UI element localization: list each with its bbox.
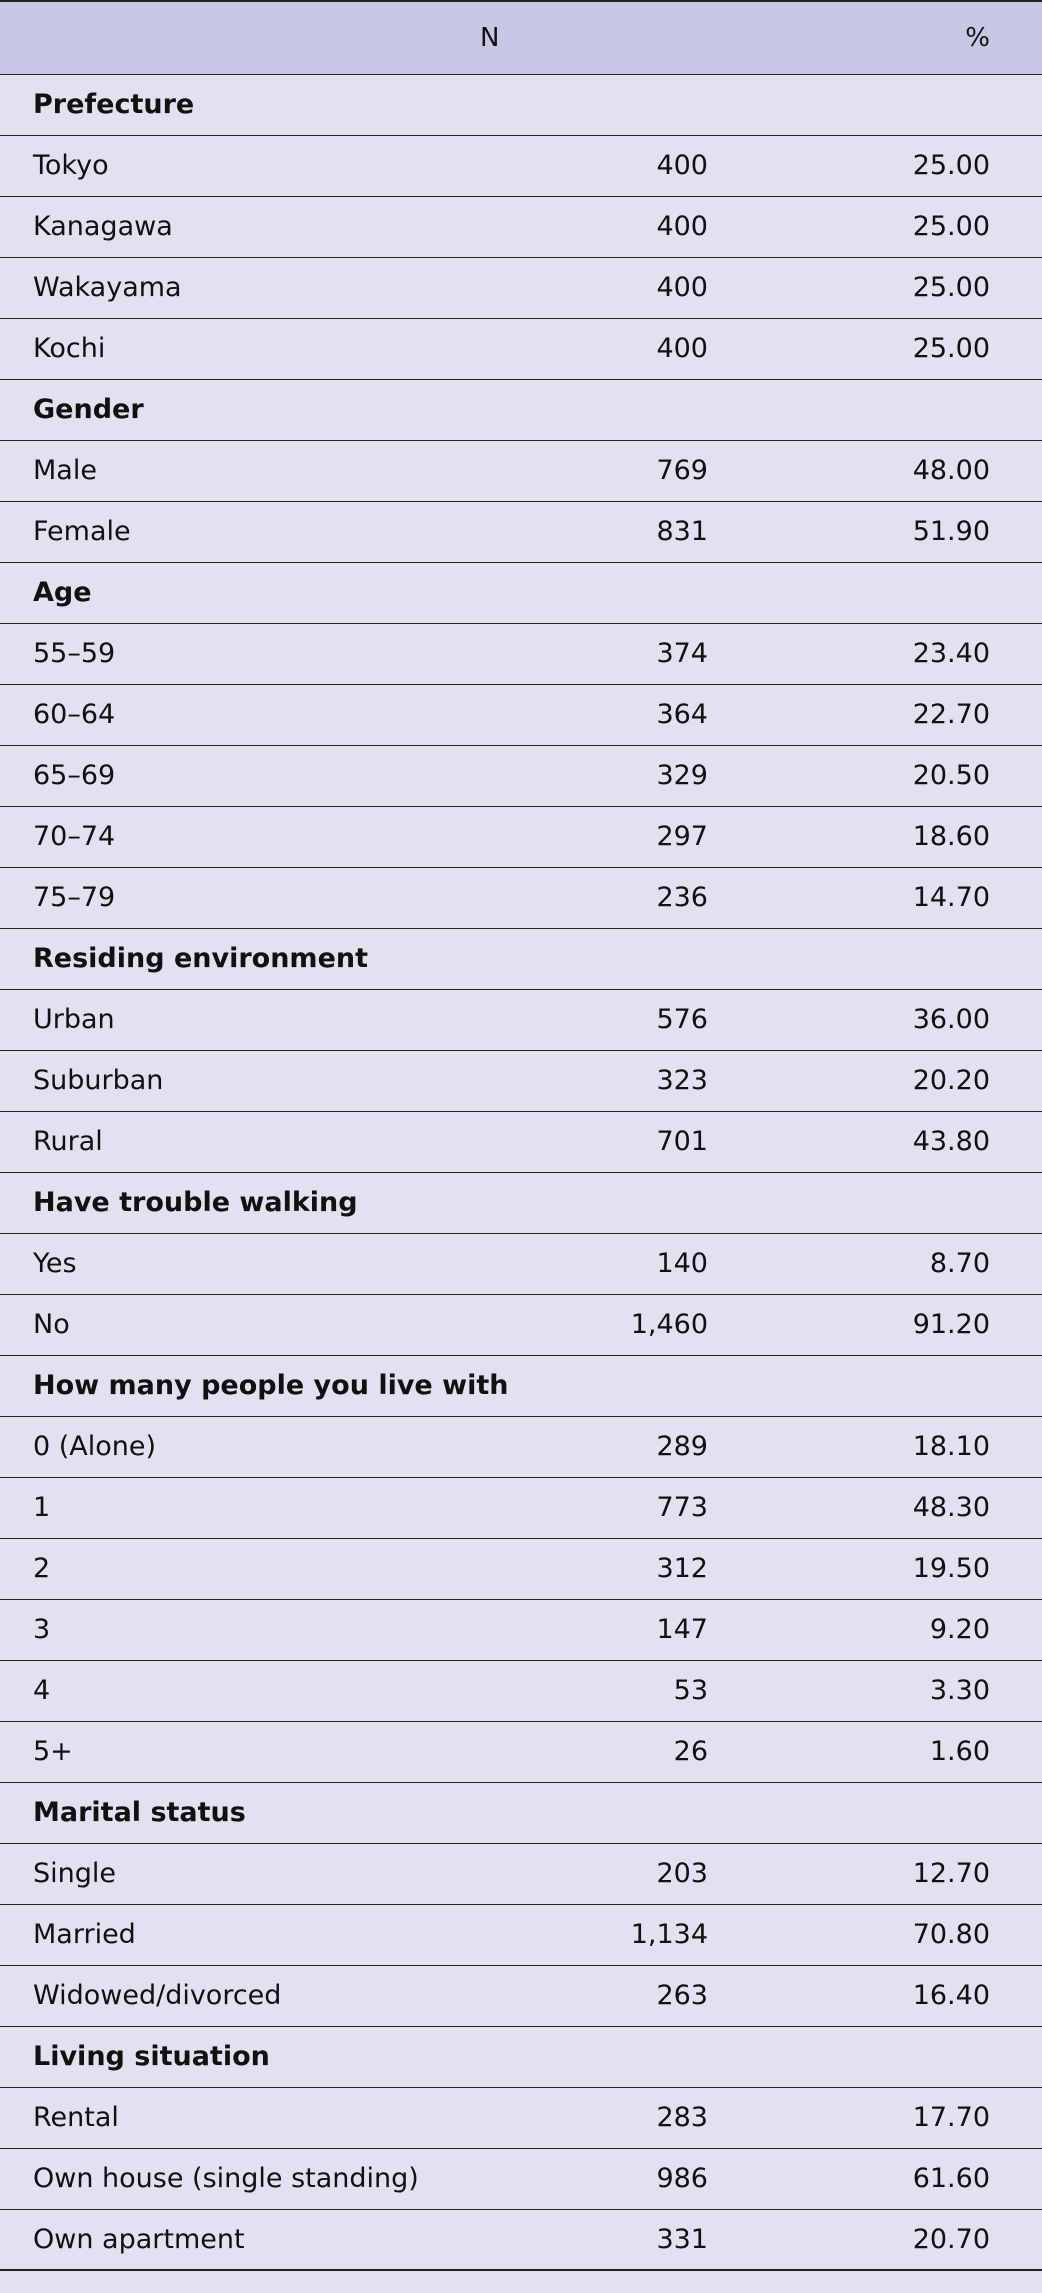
row-label: 70–74 [0,806,480,867]
table-row [0,257,1042,318]
row-pct-value: 17.70 [708,2087,1042,2148]
row-label: Own house (single standing) [0,2148,480,2209]
row-n-value: 329 [480,745,708,806]
table-row [0,684,1042,745]
section-title: Marital status [0,1782,480,1843]
row-pct-value: 18.10 [708,1416,1042,1477]
section-empty-cell [480,74,708,135]
row-n-value: 53 [480,1660,708,1721]
section-empty-cell [708,1355,1042,1416]
table-row [0,989,1042,1050]
row-n-value: 701 [480,1111,708,1172]
row-n-value: 263 [480,1965,708,2026]
row-label: Rental [0,2087,480,2148]
row-n-value: 986 [480,2148,708,2209]
row-label: Married [0,1904,480,1965]
row-label: 1 [0,1477,480,1538]
row-pct-value: 22.70 [708,684,1042,745]
table-header-row [0,1,1042,74]
row-n-value: 400 [480,257,708,318]
row-label: Kanagawa [0,196,480,257]
row-label: Male [0,440,480,501]
row-label: Kochi [0,318,480,379]
row-n-value: 1,134 [480,1904,708,1965]
row-pct-value: 25.00 [708,318,1042,379]
row-n-value: 331 [480,2209,708,2270]
table-row [0,806,1042,867]
section-header-row [0,562,1042,623]
section-title: Have trouble walking [0,1172,480,1233]
row-pct-value: 48.00 [708,440,1042,501]
row-pct-value: 18.60 [708,806,1042,867]
row-label: Rural [0,1111,480,1172]
table-row [0,501,1042,562]
row-pct-value: 16.40 [708,1965,1042,2026]
row-label: 65–69 [0,745,480,806]
section-empty-cell [480,1782,708,1843]
row-label: Wakayama [0,257,480,318]
section-title: Residing environment [0,928,480,989]
row-label: Tokyo [0,135,480,196]
row-n-value: 147 [480,1599,708,1660]
section-header-row [0,379,1042,440]
row-pct-value: 61.60 [708,2148,1042,2209]
section-empty-cell [708,74,1042,135]
section-header-row [0,1172,1042,1233]
section-title: How many people you live with [0,1355,480,1416]
table-row [0,1660,1042,1721]
row-label: 75–79 [0,867,480,928]
row-label: 4 [0,1660,480,1721]
row-n-value: 1,460 [480,1294,708,1355]
row-n-value: 400 [480,135,708,196]
section-header-row [0,1355,1042,1416]
row-n-value: 297 [480,806,708,867]
row-label: 55–59 [0,623,480,684]
table-row [0,1538,1042,1599]
row-pct-value: 14.70 [708,867,1042,928]
section-empty-cell [708,928,1042,989]
section-empty-cell [480,2026,708,2087]
row-n-value: 773 [480,1477,708,1538]
row-n-value: 312 [480,1538,708,1599]
row-pct-value: 8.70 [708,1233,1042,1294]
row-n-value: 831 [480,501,708,562]
row-pct-value: 20.20 [708,1050,1042,1111]
row-n-value: 323 [480,1050,708,1111]
row-label: Own apartment [0,2209,480,2270]
row-n-value: 400 [480,196,708,257]
table-body [0,74,1042,2270]
section-title: Living situation [0,2026,480,2087]
table-row [0,318,1042,379]
row-n-value: 203 [480,1843,708,1904]
table-row [0,1904,1042,1965]
row-n-value: 236 [480,867,708,928]
section-empty-cell [708,1782,1042,1843]
section-empty-cell [708,379,1042,440]
row-pct-value: 91.20 [708,1294,1042,1355]
row-n-value: 769 [480,440,708,501]
row-pct-value: 1.60 [708,1721,1042,1782]
table-row [0,1721,1042,1782]
row-pct-value: 43.80 [708,1111,1042,1172]
row-pct-value: 3.30 [708,1660,1042,1721]
row-label: 0 (Alone) [0,1416,480,1477]
section-empty-cell [480,1172,708,1233]
row-pct-value: 36.00 [708,989,1042,1050]
section-empty-cell [480,562,708,623]
table-row [0,196,1042,257]
row-pct-value: 48.30 [708,1477,1042,1538]
header-n-cell: N [480,1,708,74]
header-pct-cell: % [708,1,1042,74]
row-pct-value: 12.70 [708,1843,1042,1904]
section-empty-cell [708,562,1042,623]
row-pct-value: 9.20 [708,1599,1042,1660]
row-pct-value: 51.90 [708,501,1042,562]
table-row [0,623,1042,684]
table-row [0,1599,1042,1660]
row-label: 5+ [0,1721,480,1782]
row-n-value: 140 [480,1233,708,1294]
row-label: 60–64 [0,684,480,745]
row-label: Single [0,1843,480,1904]
table-row [0,2209,1042,2270]
section-header-row [0,2026,1042,2087]
table-row [0,440,1042,501]
row-label: Suburban [0,1050,480,1111]
section-empty-cell [480,928,708,989]
row-pct-value: 25.00 [708,196,1042,257]
section-header-row [0,928,1042,989]
row-pct-value: 70.80 [708,1904,1042,1965]
table-row [0,2148,1042,2209]
section-title: Prefecture [0,74,480,135]
row-pct-value: 20.70 [708,2209,1042,2270]
row-label: No [0,1294,480,1355]
row-n-value: 289 [480,1416,708,1477]
section-empty-cell [480,1355,708,1416]
row-n-value: 400 [480,318,708,379]
table-row [0,1965,1042,2026]
row-pct-value: 25.00 [708,257,1042,318]
row-n-value: 364 [480,684,708,745]
table-row [0,1477,1042,1538]
row-pct-value: 19.50 [708,1538,1042,1599]
table-row [0,745,1042,806]
row-label: 2 [0,1538,480,1599]
row-n-value: 283 [480,2087,708,2148]
row-n-value: 576 [480,989,708,1050]
row-label: Widowed/divorced [0,1965,480,2026]
row-n-value: 374 [480,623,708,684]
section-empty-cell [708,2026,1042,2087]
table-row [0,2087,1042,2148]
section-title: Age [0,562,480,623]
row-pct-value: 20.50 [708,745,1042,806]
table-row [0,867,1042,928]
row-label: Female [0,501,480,562]
table-row [0,1111,1042,1172]
table-row [0,1294,1042,1355]
header-label-cell [0,1,480,74]
section-empty-cell [708,1172,1042,1233]
row-pct-value: 23.40 [708,623,1042,684]
section-header-row [0,74,1042,135]
table-row [0,135,1042,196]
row-label: Yes [0,1233,480,1294]
row-label: 3 [0,1599,480,1660]
row-pct-value: 25.00 [708,135,1042,196]
table-row [0,1050,1042,1111]
section-header-row [0,1782,1042,1843]
row-label: Urban [0,989,480,1050]
table-row [0,1843,1042,1904]
table-row [0,1416,1042,1477]
table-row [0,1233,1042,1294]
section-title: Gender [0,379,480,440]
section-empty-cell [480,379,708,440]
row-n-value: 26 [480,1721,708,1782]
